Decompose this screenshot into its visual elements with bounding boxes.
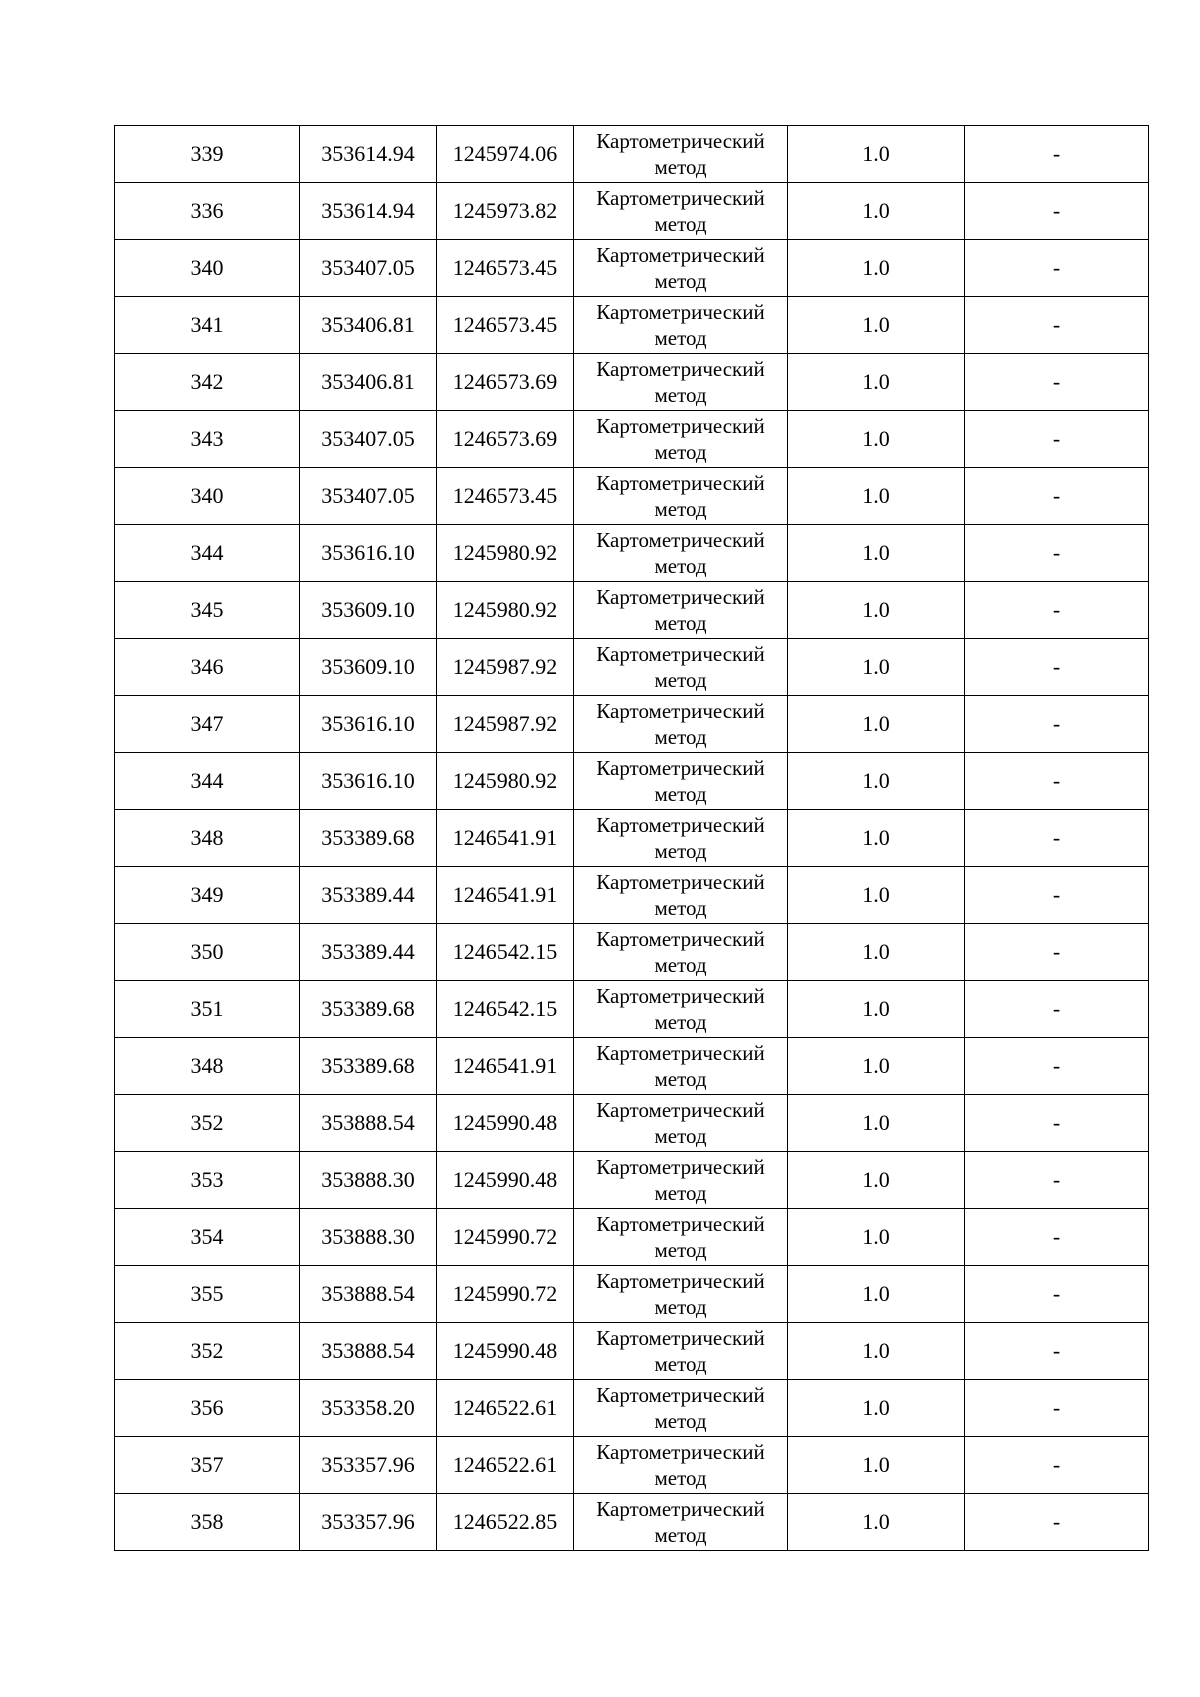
point-number-cell: 342 bbox=[115, 354, 300, 411]
method-cell bbox=[574, 240, 788, 297]
method-cell bbox=[574, 924, 788, 981]
x-coordinate-cell: 353357.96 bbox=[300, 1494, 437, 1551]
y-coordinate-cell: 1245990.48 bbox=[437, 1323, 574, 1380]
method-line-1: Картометрический bbox=[596, 984, 765, 1008]
table-row bbox=[115, 1437, 1149, 1494]
description-cell: - bbox=[965, 468, 1149, 525]
method-line-2: метод bbox=[654, 1124, 707, 1148]
accuracy-cell: 1.0 bbox=[788, 183, 965, 240]
table-row bbox=[115, 525, 1149, 582]
accuracy-cell: 1.0 bbox=[788, 582, 965, 639]
method-line-1: Картометрический bbox=[596, 699, 765, 723]
y-coordinate-cell: 1245990.72 bbox=[437, 1266, 574, 1323]
method-line-1: Картометрический bbox=[596, 1269, 765, 1293]
x-coordinate-cell: 353614.94 bbox=[300, 183, 437, 240]
coordinates-table bbox=[114, 125, 1149, 1551]
description-cell: - bbox=[965, 297, 1149, 354]
x-coordinate-cell: 353616.10 bbox=[300, 753, 437, 810]
coordinates-table-body bbox=[115, 126, 1149, 1551]
point-number-cell: 336 bbox=[115, 183, 300, 240]
point-number-cell: 356 bbox=[115, 1380, 300, 1437]
description-cell: - bbox=[965, 981, 1149, 1038]
description-cell: - bbox=[965, 1038, 1149, 1095]
x-coordinate-cell: 353389.68 bbox=[300, 1038, 437, 1095]
y-coordinate-cell: 1245980.92 bbox=[437, 525, 574, 582]
method-line-2: метод bbox=[654, 1466, 707, 1490]
method-line-2: метод bbox=[654, 668, 707, 692]
table-row bbox=[115, 1494, 1149, 1551]
point-number-cell: 340 bbox=[115, 240, 300, 297]
y-coordinate-cell: 1246541.91 bbox=[437, 1038, 574, 1095]
table-row bbox=[115, 411, 1149, 468]
y-coordinate-cell: 1246522.61 bbox=[437, 1437, 574, 1494]
table-row bbox=[115, 582, 1149, 639]
accuracy-cell: 1.0 bbox=[788, 1038, 965, 1095]
point-number-cell: 348 bbox=[115, 810, 300, 867]
y-coordinate-cell: 1245980.92 bbox=[437, 582, 574, 639]
method-line-2: метод bbox=[654, 1238, 707, 1262]
point-number-cell: 354 bbox=[115, 1209, 300, 1266]
table-row bbox=[115, 810, 1149, 867]
table-row bbox=[115, 753, 1149, 810]
method-line-1: Картометрический bbox=[596, 471, 765, 495]
accuracy-cell: 1.0 bbox=[788, 126, 965, 183]
point-number-cell: 353 bbox=[115, 1152, 300, 1209]
method-line-2: метод bbox=[654, 1181, 707, 1205]
table-row bbox=[115, 240, 1149, 297]
method-line-1: Картометрический bbox=[596, 528, 765, 552]
point-number-cell: 339 bbox=[115, 126, 300, 183]
accuracy-cell: 1.0 bbox=[788, 1494, 965, 1551]
table-row bbox=[115, 639, 1149, 696]
method-line-2: метод bbox=[654, 896, 707, 920]
x-coordinate-cell: 353406.81 bbox=[300, 297, 437, 354]
method-cell bbox=[574, 1494, 788, 1551]
x-coordinate-cell: 353389.68 bbox=[300, 810, 437, 867]
method-cell bbox=[574, 981, 788, 1038]
method-cell bbox=[574, 753, 788, 810]
accuracy-cell: 1.0 bbox=[788, 924, 965, 981]
method-line-1: Картометрический bbox=[596, 129, 765, 153]
accuracy-cell: 1.0 bbox=[788, 240, 965, 297]
point-number-cell: 346 bbox=[115, 639, 300, 696]
description-cell: - bbox=[965, 126, 1149, 183]
method-cell bbox=[574, 1323, 788, 1380]
description-cell: - bbox=[965, 1323, 1149, 1380]
point-number-cell: 355 bbox=[115, 1266, 300, 1323]
y-coordinate-cell: 1246573.45 bbox=[437, 240, 574, 297]
point-number-cell: 343 bbox=[115, 411, 300, 468]
method-line-2: метод bbox=[654, 383, 707, 407]
method-line-2: метод bbox=[654, 1010, 707, 1034]
x-coordinate-cell: 353888.30 bbox=[300, 1209, 437, 1266]
description-cell: - bbox=[965, 1437, 1149, 1494]
method-line-1: Картометрический bbox=[596, 357, 765, 381]
description-cell: - bbox=[965, 1494, 1149, 1551]
accuracy-cell: 1.0 bbox=[788, 639, 965, 696]
accuracy-cell: 1.0 bbox=[788, 1152, 965, 1209]
y-coordinate-cell: 1246522.61 bbox=[437, 1380, 574, 1437]
method-cell bbox=[574, 639, 788, 696]
y-coordinate-cell: 1246541.91 bbox=[437, 810, 574, 867]
method-line-2: метод bbox=[654, 155, 707, 179]
y-coordinate-cell: 1246573.69 bbox=[437, 411, 574, 468]
x-coordinate-cell: 353609.10 bbox=[300, 639, 437, 696]
method-cell bbox=[574, 1437, 788, 1494]
x-coordinate-cell: 353389.68 bbox=[300, 981, 437, 1038]
point-number-cell: 341 bbox=[115, 297, 300, 354]
table-row bbox=[115, 1152, 1149, 1209]
x-coordinate-cell: 353614.94 bbox=[300, 126, 437, 183]
method-cell bbox=[574, 1380, 788, 1437]
x-coordinate-cell: 353888.30 bbox=[300, 1152, 437, 1209]
method-line-1: Картометрический bbox=[596, 300, 765, 324]
x-coordinate-cell: 353609.10 bbox=[300, 582, 437, 639]
method-line-1: Картометрический bbox=[596, 1098, 765, 1122]
method-cell bbox=[574, 525, 788, 582]
method-line-2: метод bbox=[654, 725, 707, 749]
y-coordinate-cell: 1246541.91 bbox=[437, 867, 574, 924]
accuracy-cell: 1.0 bbox=[788, 753, 965, 810]
table-row bbox=[115, 1038, 1149, 1095]
method-line-2: метод bbox=[654, 440, 707, 464]
method-line-2: метод bbox=[654, 1523, 707, 1547]
description-cell: - bbox=[965, 1152, 1149, 1209]
method-cell bbox=[574, 1095, 788, 1152]
table-row bbox=[115, 696, 1149, 753]
method-line-1: Картометрический bbox=[596, 1212, 765, 1236]
method-cell bbox=[574, 468, 788, 525]
y-coordinate-cell: 1245973.82 bbox=[437, 183, 574, 240]
table-row bbox=[115, 867, 1149, 924]
y-coordinate-cell: 1245990.48 bbox=[437, 1095, 574, 1152]
table-row bbox=[115, 924, 1149, 981]
method-cell bbox=[574, 810, 788, 867]
accuracy-cell: 1.0 bbox=[788, 1380, 965, 1437]
y-coordinate-cell: 1245974.06 bbox=[437, 126, 574, 183]
method-cell bbox=[574, 1209, 788, 1266]
point-number-cell: 351 bbox=[115, 981, 300, 1038]
y-coordinate-cell: 1245990.48 bbox=[437, 1152, 574, 1209]
method-line-1: Картометрический bbox=[596, 1326, 765, 1350]
description-cell: - bbox=[965, 582, 1149, 639]
method-line-1: Картометрический bbox=[596, 1497, 765, 1521]
method-line-2: метод bbox=[654, 782, 707, 806]
method-line-2: метод bbox=[654, 1409, 707, 1433]
method-line-2: метод bbox=[654, 554, 707, 578]
method-line-1: Картометрический bbox=[596, 927, 765, 951]
point-number-cell: 357 bbox=[115, 1437, 300, 1494]
method-line-1: Картометрический bbox=[596, 1155, 765, 1179]
point-number-cell: 352 bbox=[115, 1323, 300, 1380]
method-line-2: метод bbox=[654, 1352, 707, 1376]
x-coordinate-cell: 353389.44 bbox=[300, 924, 437, 981]
y-coordinate-cell: 1245980.92 bbox=[437, 753, 574, 810]
description-cell: - bbox=[965, 354, 1149, 411]
method-cell bbox=[574, 354, 788, 411]
table-row bbox=[115, 126, 1149, 183]
table-row bbox=[115, 1380, 1149, 1437]
method-line-1: Картометрический bbox=[596, 756, 765, 780]
x-coordinate-cell: 353616.10 bbox=[300, 696, 437, 753]
method-line-2: метод bbox=[654, 611, 707, 635]
method-line-2: метод bbox=[654, 1067, 707, 1091]
accuracy-cell: 1.0 bbox=[788, 1095, 965, 1152]
y-coordinate-cell: 1246573.45 bbox=[437, 297, 574, 354]
method-cell bbox=[574, 867, 788, 924]
x-coordinate-cell: 353357.96 bbox=[300, 1437, 437, 1494]
method-line-2: метод bbox=[654, 953, 707, 977]
description-cell: - bbox=[965, 639, 1149, 696]
accuracy-cell: 1.0 bbox=[788, 297, 965, 354]
method-line-1: Картометрический bbox=[596, 585, 765, 609]
x-coordinate-cell: 353888.54 bbox=[300, 1323, 437, 1380]
table-row bbox=[115, 1266, 1149, 1323]
point-number-cell: 350 bbox=[115, 924, 300, 981]
point-number-cell: 358 bbox=[115, 1494, 300, 1551]
x-coordinate-cell: 353888.54 bbox=[300, 1266, 437, 1323]
point-number-cell: 345 bbox=[115, 582, 300, 639]
method-line-1: Картометрический bbox=[596, 813, 765, 837]
method-cell bbox=[574, 1266, 788, 1323]
method-line-2: метод bbox=[654, 497, 707, 521]
point-number-cell: 352 bbox=[115, 1095, 300, 1152]
table-row bbox=[115, 1323, 1149, 1380]
description-cell: - bbox=[965, 1380, 1149, 1437]
y-coordinate-cell: 1246522.85 bbox=[437, 1494, 574, 1551]
y-coordinate-cell: 1245987.92 bbox=[437, 696, 574, 753]
description-cell: - bbox=[965, 867, 1149, 924]
y-coordinate-cell: 1245987.92 bbox=[437, 639, 574, 696]
method-cell bbox=[574, 1152, 788, 1209]
accuracy-cell: 1.0 bbox=[788, 867, 965, 924]
y-coordinate-cell: 1246573.45 bbox=[437, 468, 574, 525]
accuracy-cell: 1.0 bbox=[788, 810, 965, 867]
accuracy-cell: 1.0 bbox=[788, 1209, 965, 1266]
table-row bbox=[115, 1095, 1149, 1152]
method-cell bbox=[574, 297, 788, 354]
method-line-1: Картометрический bbox=[596, 870, 765, 894]
description-cell: - bbox=[965, 696, 1149, 753]
point-number-cell: 340 bbox=[115, 468, 300, 525]
description-cell: - bbox=[965, 1209, 1149, 1266]
point-number-cell: 349 bbox=[115, 867, 300, 924]
method-line-2: метод bbox=[654, 839, 707, 863]
accuracy-cell: 1.0 bbox=[788, 981, 965, 1038]
accuracy-cell: 1.0 bbox=[788, 411, 965, 468]
method-line-2: метод bbox=[654, 269, 707, 293]
accuracy-cell: 1.0 bbox=[788, 354, 965, 411]
method-line-1: Картометрический bbox=[596, 1383, 765, 1407]
accuracy-cell: 1.0 bbox=[788, 1323, 965, 1380]
x-coordinate-cell: 353406.81 bbox=[300, 354, 437, 411]
table-row bbox=[115, 1209, 1149, 1266]
description-cell: - bbox=[965, 240, 1149, 297]
description-cell: - bbox=[965, 183, 1149, 240]
x-coordinate-cell: 353407.05 bbox=[300, 411, 437, 468]
x-coordinate-cell: 353888.54 bbox=[300, 1095, 437, 1152]
description-cell: - bbox=[965, 753, 1149, 810]
method-line-1: Картометрический bbox=[596, 186, 765, 210]
method-cell bbox=[574, 696, 788, 753]
description-cell: - bbox=[965, 1095, 1149, 1152]
method-cell bbox=[574, 582, 788, 639]
y-coordinate-cell: 1246573.69 bbox=[437, 354, 574, 411]
table-row bbox=[115, 981, 1149, 1038]
point-number-cell: 344 bbox=[115, 753, 300, 810]
y-coordinate-cell: 1246542.15 bbox=[437, 924, 574, 981]
description-cell: - bbox=[965, 411, 1149, 468]
table-row bbox=[115, 354, 1149, 411]
x-coordinate-cell: 353407.05 bbox=[300, 240, 437, 297]
method-cell bbox=[574, 1038, 788, 1095]
y-coordinate-cell: 1245990.72 bbox=[437, 1209, 574, 1266]
method-line-2: метод bbox=[654, 1295, 707, 1319]
method-cell bbox=[574, 411, 788, 468]
method-line-2: метод bbox=[654, 326, 707, 350]
table-row bbox=[115, 297, 1149, 354]
method-line-1: Картометрический bbox=[596, 243, 765, 267]
point-number-cell: 344 bbox=[115, 525, 300, 582]
method-line-1: Картометрический bbox=[596, 1440, 765, 1464]
method-cell bbox=[574, 183, 788, 240]
description-cell: - bbox=[965, 525, 1149, 582]
description-cell: - bbox=[965, 924, 1149, 981]
x-coordinate-cell: 353389.44 bbox=[300, 867, 437, 924]
accuracy-cell: 1.0 bbox=[788, 525, 965, 582]
description-cell: - bbox=[965, 1266, 1149, 1323]
accuracy-cell: 1.0 bbox=[788, 696, 965, 753]
accuracy-cell: 1.0 bbox=[788, 468, 965, 525]
accuracy-cell: 1.0 bbox=[788, 1437, 965, 1494]
table-row bbox=[115, 468, 1149, 525]
method-line-1: Картометрический bbox=[596, 1041, 765, 1065]
description-cell: - bbox=[965, 810, 1149, 867]
point-number-cell: 348 bbox=[115, 1038, 300, 1095]
accuracy-cell: 1.0 bbox=[788, 1266, 965, 1323]
method-line-2: метод bbox=[654, 212, 707, 236]
method-line-1: Картометрический bbox=[596, 642, 765, 666]
method-line-1: Картометрический bbox=[596, 414, 765, 438]
method-cell bbox=[574, 126, 788, 183]
point-number-cell: 347 bbox=[115, 696, 300, 753]
x-coordinate-cell: 353407.05 bbox=[300, 468, 437, 525]
x-coordinate-cell: 353616.10 bbox=[300, 525, 437, 582]
table-row bbox=[115, 183, 1149, 240]
y-coordinate-cell: 1246542.15 bbox=[437, 981, 574, 1038]
x-coordinate-cell: 353358.20 bbox=[300, 1380, 437, 1437]
